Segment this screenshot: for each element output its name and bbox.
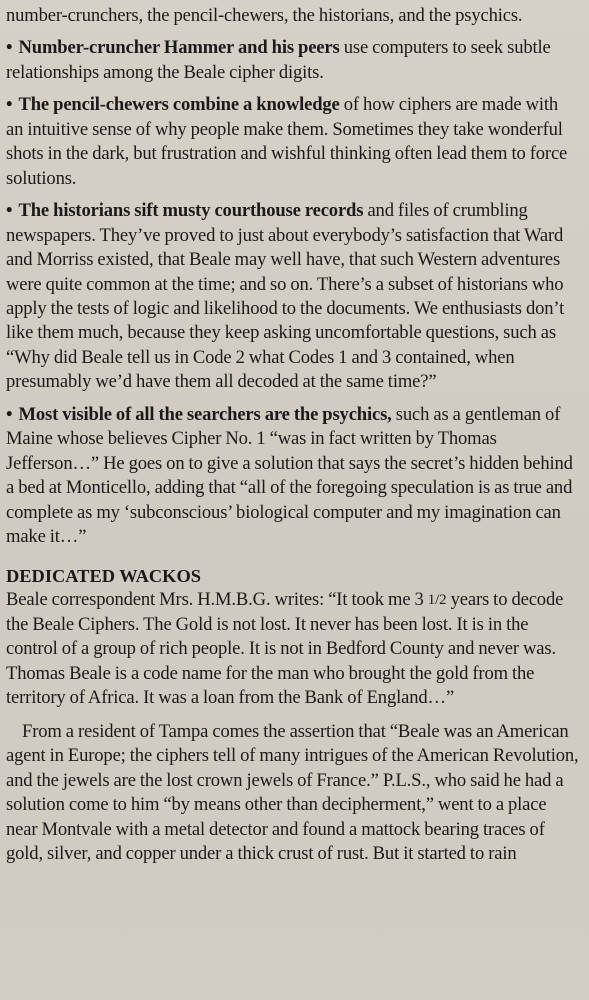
bullet-pencil-chewers [6, 93, 579, 191]
bullet-lead: The historians sift musty courthouse records [18, 200, 364, 222]
bullet-historians [6, 199, 579, 395]
fraction: 1/2 [427, 591, 447, 608]
bullet-lead: Most visible of all the searchers are the psychics, [18, 403, 392, 425]
bullet-marker: • [6, 403, 13, 425]
bullet-psychics [6, 403, 579, 550]
bullet-marker: • [6, 200, 13, 222]
bullet-marker: • [6, 94, 13, 116]
bullet-text: and files of crumbling newspapers. They’ve proved to just about everybody’s satisfaction that Ward and Morriss existed, that Beale may well have, that such Western adventures were quite common at the time; and so on. There’s a subset of historians who apply the tests of logic and likelihood to the documents. We enthusiasts don’t like them much, because they keep asking uncomfortable questions, such as “Why did Beale tell us in Code 2 what Codes 1 and 3 contained, when presumably we’d have them all decoded at the same time?” [6, 200, 565, 393]
paragraph-text: From a resident of Tampa comes the assertion that “Beale was an American agent in Europe; the ciphers tell of many intrigues of the American Revolution, and the jewels are the lost crown jewels of France.” P.L.S., who said he had a solution come to him “by means other than decipherment,” went to a place near Montvale with a metal detector and found a mattock bearing traces of gold, silver, and copper under a thick crust of rust. But it started to rain [6, 720, 579, 865]
section-heading: DEDICATED WACKOS [6, 565, 202, 586]
intro-text: number-crunchers, the pencil-chewers, the historians, and the psychics. [6, 5, 523, 26]
intro-paragraph [6, 4, 579, 28]
wackos-paragraph-2 [6, 720, 579, 867]
bullet-text: use computers to seek subtle relationships among the Beale cipher digits. [6, 37, 551, 83]
bullet-text: of how ciphers are made with an intuitive sense of why people make them. Sometimes they take wonderful shots in the dark, but frustration and wishful thinking often lead them to force solutions. [6, 94, 568, 189]
wackos-paragraph-1 [6, 588, 579, 711]
bullet-text: such as a gentleman of Maine whose believes Cipher No. 1 “was in fact written by Thomas Jefferson…” He goes on to give a solution that says the secret’s hidden behind a bed at Monticello, adding that “all of the foregoing speculation is as true and complete as my ‘subconscious’ biological computer and my imagination can make it…” [6, 403, 573, 548]
bullet-lead: Number-cruncher Hammer and his peers [18, 37, 340, 59]
paragraph-text: Beale correspondent Mrs. H.M.B.G. writes: “It took me 3 [6, 588, 428, 610]
bullet-number-crunchers [6, 36, 579, 85]
bullet-lead: The pencil-chewers combine a knowledge [18, 94, 340, 116]
paragraph-text: years to decode the Beale Ciphers. The Gold is not lost. It never has been lost. It is in the control of a group of rich people. It is not in Bedford County and never was. Thomas Beale is a code name for the man who brought the gold from the territory of Africa. It was a loan from the Bank of England…” [6, 588, 564, 709]
bullet-marker: • [6, 37, 13, 59]
